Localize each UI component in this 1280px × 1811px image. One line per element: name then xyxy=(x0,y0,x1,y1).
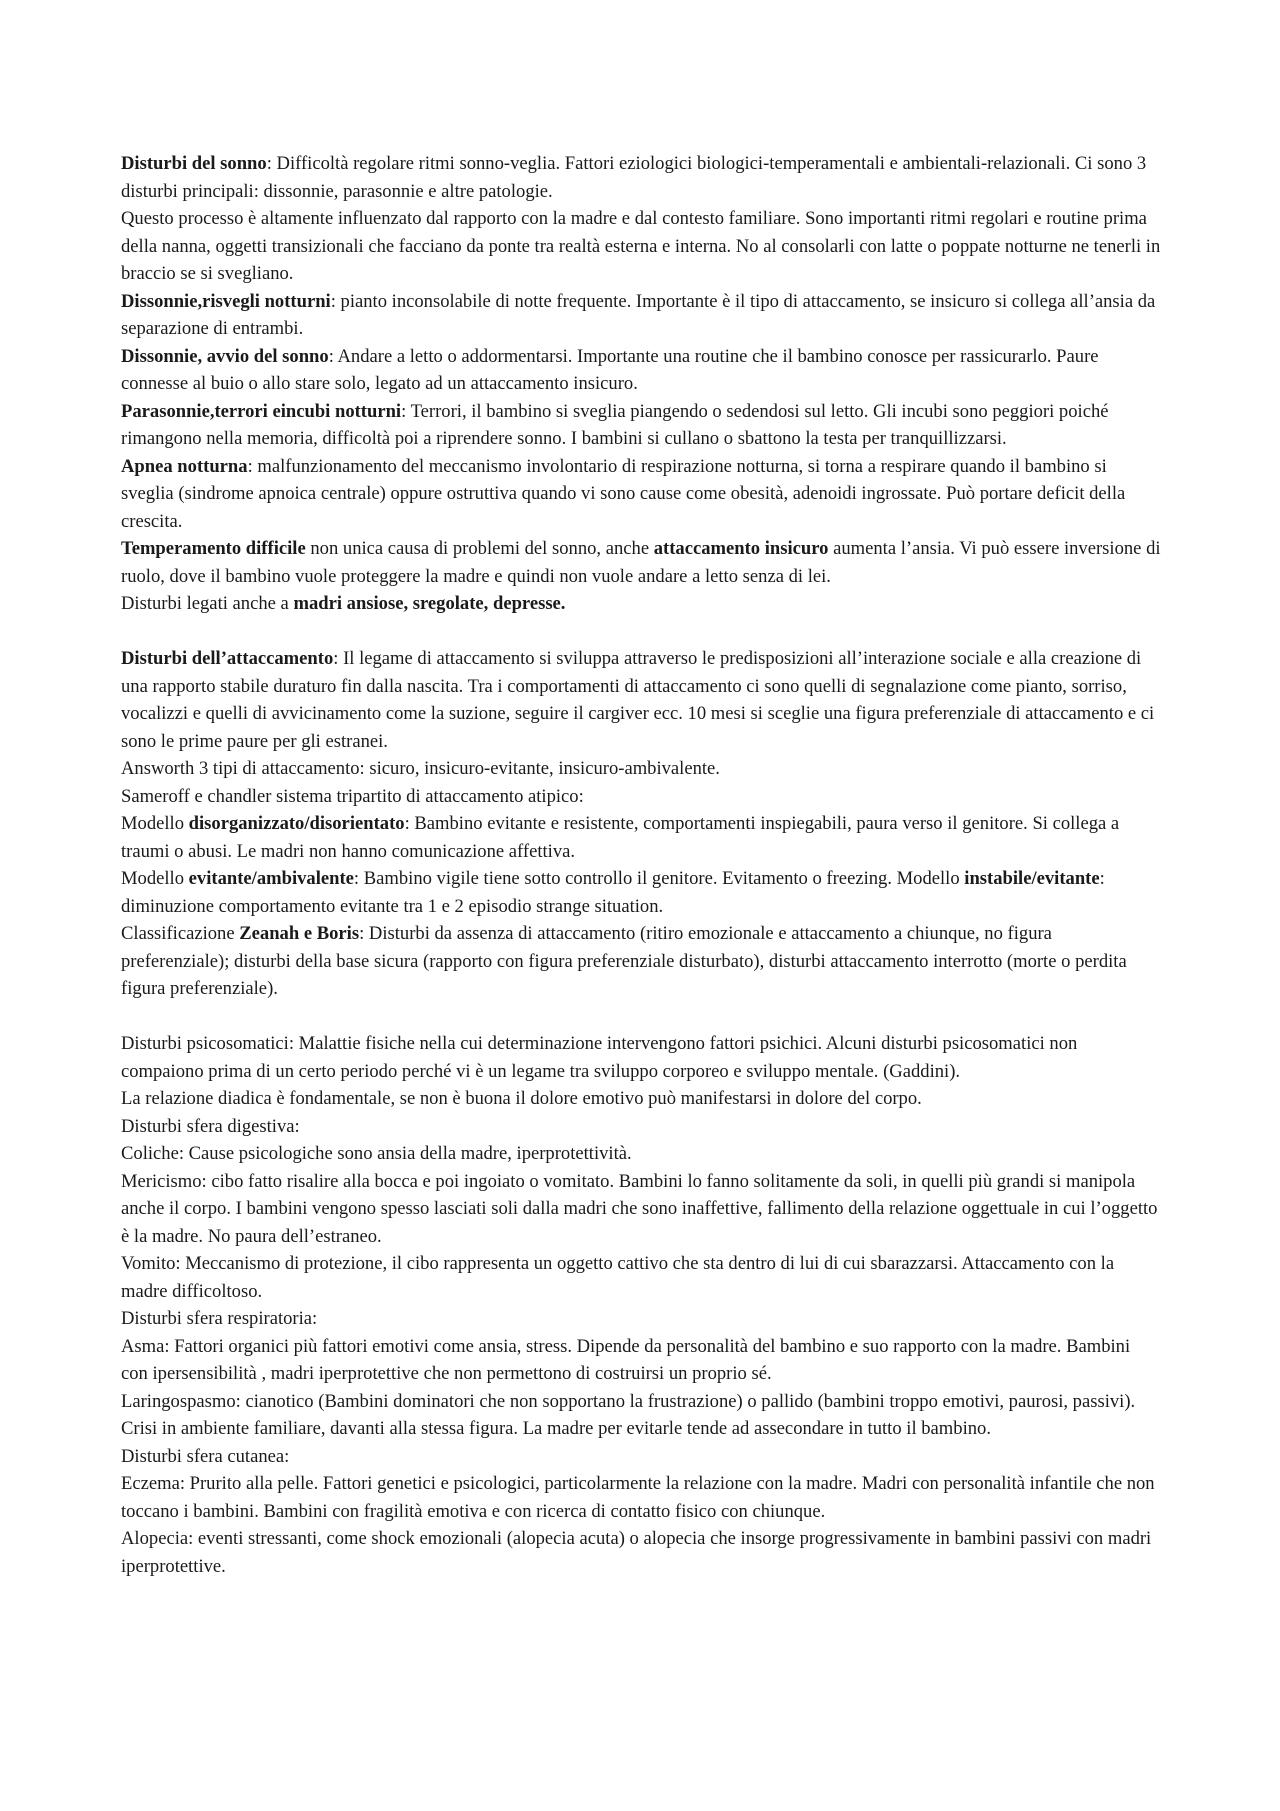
paragraph xyxy=(121,398,1161,453)
text-run: Disturbi sfera digestiva: xyxy=(121,1115,300,1137)
paragraph xyxy=(121,810,1161,865)
paragraph xyxy=(121,1250,1161,1305)
text-run: : Difficoltà regolare ritmi sonno-veglia. Fattori eziologici biologici-temperamentali e ambientali-relazionali. Ci sono 3 disturbi principali: dissonnie, parasonnie e altre patologie. xyxy=(121,153,1147,202)
paragraph xyxy=(121,1085,1161,1113)
text-run: : Andare a letto o addormentarsi. Importante una routine che il bambino conosce per rassicurarlo. Paure connesse al buio o allo stare solo, legato ad un attaccamento insicuro. xyxy=(121,345,1099,394)
text-run: : Bambino vigile tiene sotto controllo il genitore. Evitamento o freezing. Modello xyxy=(353,868,965,889)
text-run: Modello xyxy=(121,813,189,834)
paragraph xyxy=(121,590,1161,618)
bold-term: Apnea notturna xyxy=(121,455,248,477)
document-page xyxy=(121,150,1161,1580)
paragraph xyxy=(121,150,1161,205)
text-run: : Bambino evitante e resistente, comportamenti inspiegabili, paura verso il genitore. Si collega a traumi o abusi. Le madri non hanno comunicazione affettiva. xyxy=(121,813,1120,862)
paragraph xyxy=(121,1388,1161,1443)
paragraph xyxy=(121,288,1161,343)
section-gap xyxy=(121,618,1161,646)
document-section xyxy=(121,150,1161,618)
section-gap xyxy=(121,1003,1161,1031)
paragraph xyxy=(121,1525,1161,1580)
bold-term: Temperamento difficile xyxy=(121,538,306,559)
paragraph xyxy=(121,920,1161,1003)
paragraph xyxy=(121,205,1161,288)
paragraph xyxy=(121,1030,1161,1085)
text-run: Disturbi legati anche a xyxy=(121,593,294,614)
text-run: Modello xyxy=(121,868,189,889)
text-run: : malfunzionamento del meccanismo involontario di respirazione notturna, si torna a respirare quando il bambino si sveglia (sindrome apnoica centrale) oppure ostruttiva quando vi sono cause come obesità, adenoidi ingrossate. Può portare deficit della crescita. xyxy=(121,455,1126,532)
bold-term: instabile/evitante xyxy=(964,868,1100,889)
text-run: Disturbi sfera cutanea: xyxy=(121,1445,290,1467)
paragraph xyxy=(121,1470,1161,1525)
paragraph xyxy=(121,1113,1161,1141)
bold-term: evitante/ambivalente xyxy=(188,868,354,889)
text-run: Answorth 3 tipi di attaccamento: sicuro, insicuro-evitante, insicuro-ambivalente. xyxy=(121,758,720,779)
bold-term: Disturbi del sonno xyxy=(121,153,267,174)
text-run: Laringospasmo: cianotico (Bambini dominatori che non sopportano la frustrazione) o pallido (bambini troppo emotivi, paurosi, passivi). Crisi in ambiente familiare, davanti alla stessa figura. La madre per evitarle tende ad assecondare in tutto il bambino. xyxy=(121,1390,1136,1439)
text-run: Questo processo è altamente influenzato dal rapporto con la madre e dal contesto familiare. Sono importanti ritmi regolari e routine prima della nanna, oggetti transizionali che facciano da ponte tra realtà esterna e interna. No al consolarli con latte o poppate notturne ne tenerli in braccio se si svegliano. xyxy=(121,208,1161,284)
text-run: aumenta l’ansia. Vi può essere inversione di ruolo, dove il bambino vuole proteggere la madre e quindi non vuole andare a letto senza di lei. xyxy=(121,538,1161,587)
text-run: non unica causa di problemi del sonno, anche xyxy=(305,538,654,559)
paragraph xyxy=(121,1305,1161,1333)
paragraph xyxy=(121,535,1161,590)
paragraph xyxy=(121,1140,1161,1168)
paragraph xyxy=(121,1443,1161,1471)
text-run: Disturbi sfera respiratoria: xyxy=(121,1308,318,1329)
text-run: : pianto inconsolabile di notte frequente. Importante è il tipo di attaccamento, se insicuro si collega all’ansia da separazione di entrambi. xyxy=(121,290,1156,339)
text-run: Eczema: Prurito alla pelle. Fattori genetici e psicologici, particolarmente la relazione con la madre. Madri con personalità infantile che non toccano i bambini. Bambini con fragilità emotiva e con ricerca di contatto fisico con chiunque. xyxy=(121,1473,1155,1522)
paragraph xyxy=(121,1168,1161,1251)
paragraph xyxy=(121,1333,1161,1388)
paragraph xyxy=(121,453,1161,536)
text-run: : diminuzione comportamento evitante tra 1 e 2 episodio strange situation. xyxy=(121,868,1105,917)
text-run: Disturbi psicosomatici: Malattie fisiche nella cui determinazione intervengono fattori psichici. Alcuni disturbi psicosomatici non compaiono prima di un certo periodo perché vi è un legame tra sviluppo corporeo e sviluppo mentale. (Gaddini). xyxy=(121,1033,1078,1082)
text-run: : Terrori, il bambino si sveglia piangendo o sedendosi sul letto. Gli incubi sono peggiori poiché rimangono nella memoria, difficoltà poi a riprendere sonno. I bambini si cullano o sbattono la testa per tranquillizzarsi. xyxy=(121,400,1109,449)
paragraph xyxy=(121,865,1161,920)
text-run: Mericismo: cibo fatto risalire alla bocca e poi ingoiato o vomitato. Bambini lo fanno solitamente da soli, in quelli più grandi si manipola anche il corpo. I bambini vengono spesso lasciati soli dalla madri che sono inaffettive, fallimento della relazione oggettuale in cui l’oggetto è la madre. No paura dell’estraneo. xyxy=(121,1170,1158,1247)
text-run: Asma: Fattori organici più fattori emotivi come ansia, stress. Dipende da personalità del bambino e suo rapporto con la madre. Bambini con ipersensibilità , madri iperprotettive che non permettono di costruirsi un proprio sé. xyxy=(121,1335,1131,1384)
bold-term: disorganizzato/disorientato xyxy=(188,813,405,834)
document-section xyxy=(121,645,1161,1003)
text-run: : Il legame di attaccamento si sviluppa attraverso le predisposizioni all’interazione sociale e alla creazione di una rapporto stabile duraturo fin dalla nascita. Tra i comportamenti di attaccamento ci sono quelli di segnalazione come pianto, sorriso, vocalizzi e quelli di avvicinamento come la suzione, seguire il cargiver ecc. 10 mesi si sceglie una figura preferenziale di attaccamento e ci sono le prime paure per gli estranei. xyxy=(121,648,1155,752)
text-run: Coliche: Cause psicologiche sono ansia della madre, iperprotettività. xyxy=(121,1143,632,1164)
text-run: Alopecia: eventi stressanti, come shock emozionali (alopecia acuta) o alopecia che insorge progressivamente in bambini passivi con madri iperprotettive. xyxy=(121,1528,1152,1577)
text-run: Classificazione xyxy=(121,923,240,944)
paragraph xyxy=(121,343,1161,398)
bold-term: Dissonnie,risvegli notturni xyxy=(121,290,331,312)
bold-term: Parasonnie,terrori eincubi notturni xyxy=(121,400,402,422)
paragraph xyxy=(121,783,1161,811)
document-section xyxy=(121,1030,1161,1580)
bold-term: madri ansiose, sregolate, depresse. xyxy=(293,593,566,614)
bold-term: Zeanah e Boris xyxy=(239,923,360,944)
bold-term: Disturbi dell’attaccamento xyxy=(121,648,334,669)
paragraph xyxy=(121,645,1161,755)
bold-term: attaccamento insicuro xyxy=(653,538,829,559)
text-run: : Disturbi da assenza di attaccamento (ritiro emozionale e attaccamento a chiunque, no figura preferenziale); disturbi della base sicura (rapporto con figura preferenziale disturbato), disturbi attaccamento interrotto (morte o perdita figura preferenziale). xyxy=(121,923,1127,999)
text-run: Vomito: Meccanismo di protezione, il cibo rappresenta un oggetto cattivo che sta dentro di lui di cui sbarazzarsi. Attaccamento con la madre difficoltoso. xyxy=(121,1253,1115,1302)
text-run: La relazione diadica è fondamentale, se non è buona il dolore emotivo può manifestarsi in dolore del corpo. xyxy=(121,1088,922,1109)
paragraph xyxy=(121,755,1161,783)
bold-term: Dissonnie, avvio del sonno xyxy=(121,345,329,367)
text-run: Sameroff e chandler sistema tripartito di attaccamento atipico: xyxy=(121,785,584,807)
